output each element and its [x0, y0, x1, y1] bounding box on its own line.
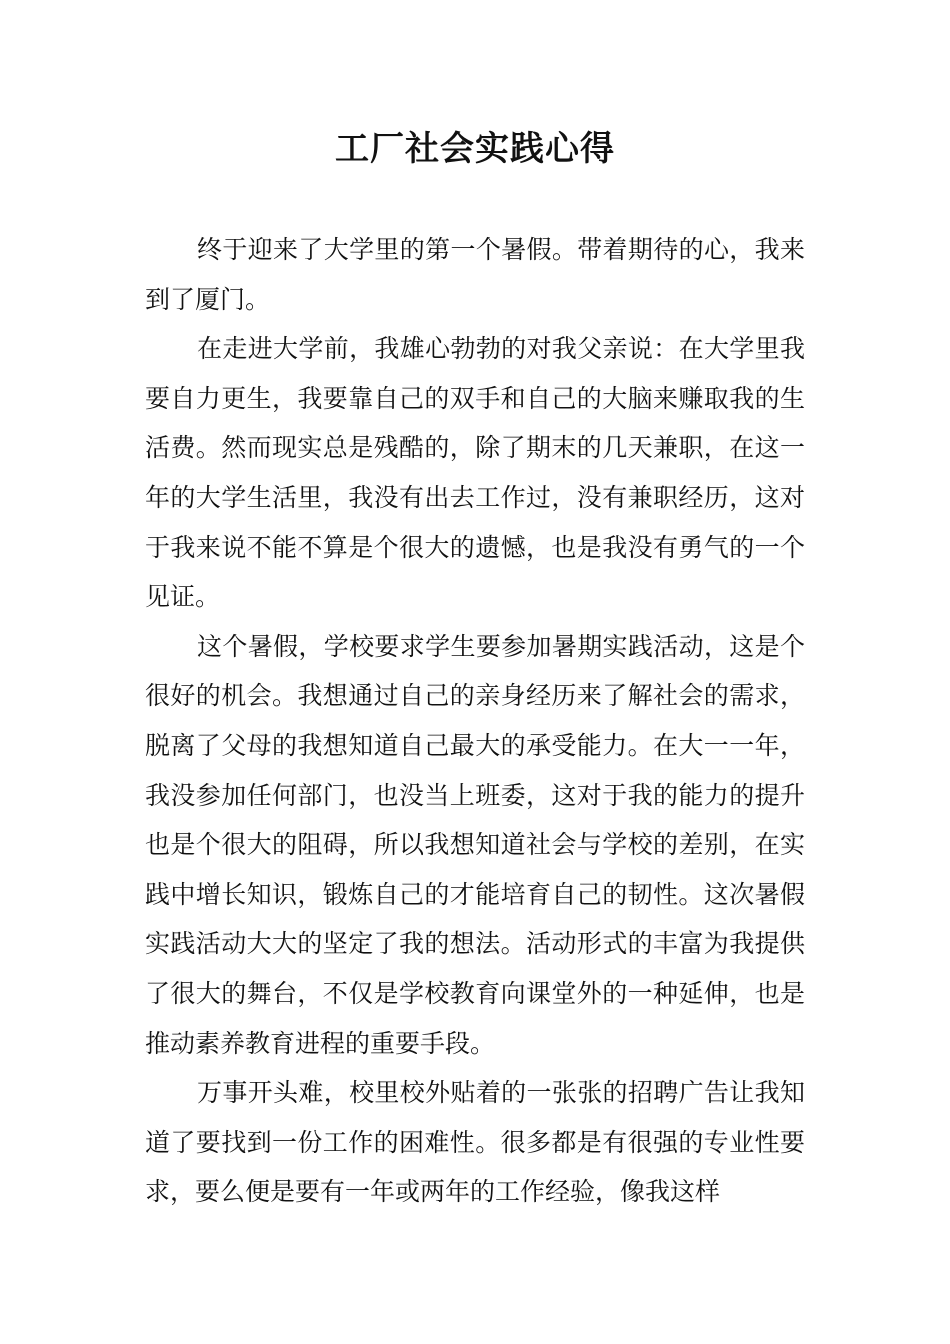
paragraph: 这个暑假，学校要求学生要参加暑期实践活动，这是个很好的机会。我想通过自己的亲身经历来了解社会的需求，脱离了父母的我想知道自己最大的承受能力。在大一一年，我没参加任何部门，也没当上班委，这对于我的能力的提升也是个很大的阻碍，所以我想知道社会与学校的差别，在实践中增长知识，锻炼自己的才能培育自己的韧性。这次暑假实践活动大大的坚定了我的想法。活动形式的丰富为我提供了很大的舞台，不仅是学校教育向课堂外的一种延伸，也是推动素养教育进程的重要手段。: [145, 631, 805, 1058]
document-body: [145, 225, 805, 1217]
paragraph: 在走进大学前，我雄心勃勃的对我父亲说：在大学里我要自力更生，我要靠自己的双手和自己的大脑来赚取我的生活费。然而现实总是残酷的，除了期末的几天兼职，在这一年的大学生活里，我没有出去工作过，没有兼职经历，这对于我来说不能不算是个很大的遗憾，也是我没有勇气的一个见证。: [145, 334, 805, 612]
paragraph: 万事开头难，校里校外贴着的一张张的招聘广告让我知道了要找到一份工作的困难性。很多都是有很强的专业性要求，要么便是要有一年或两年的工作经验，像我这样: [145, 1078, 805, 1207]
paragraph: 终于迎来了大学里的第一个暑假。带着期待的心，我来到了厦门。: [145, 235, 805, 314]
document-title: 工厂社会实践心得: [335, 129, 615, 169]
